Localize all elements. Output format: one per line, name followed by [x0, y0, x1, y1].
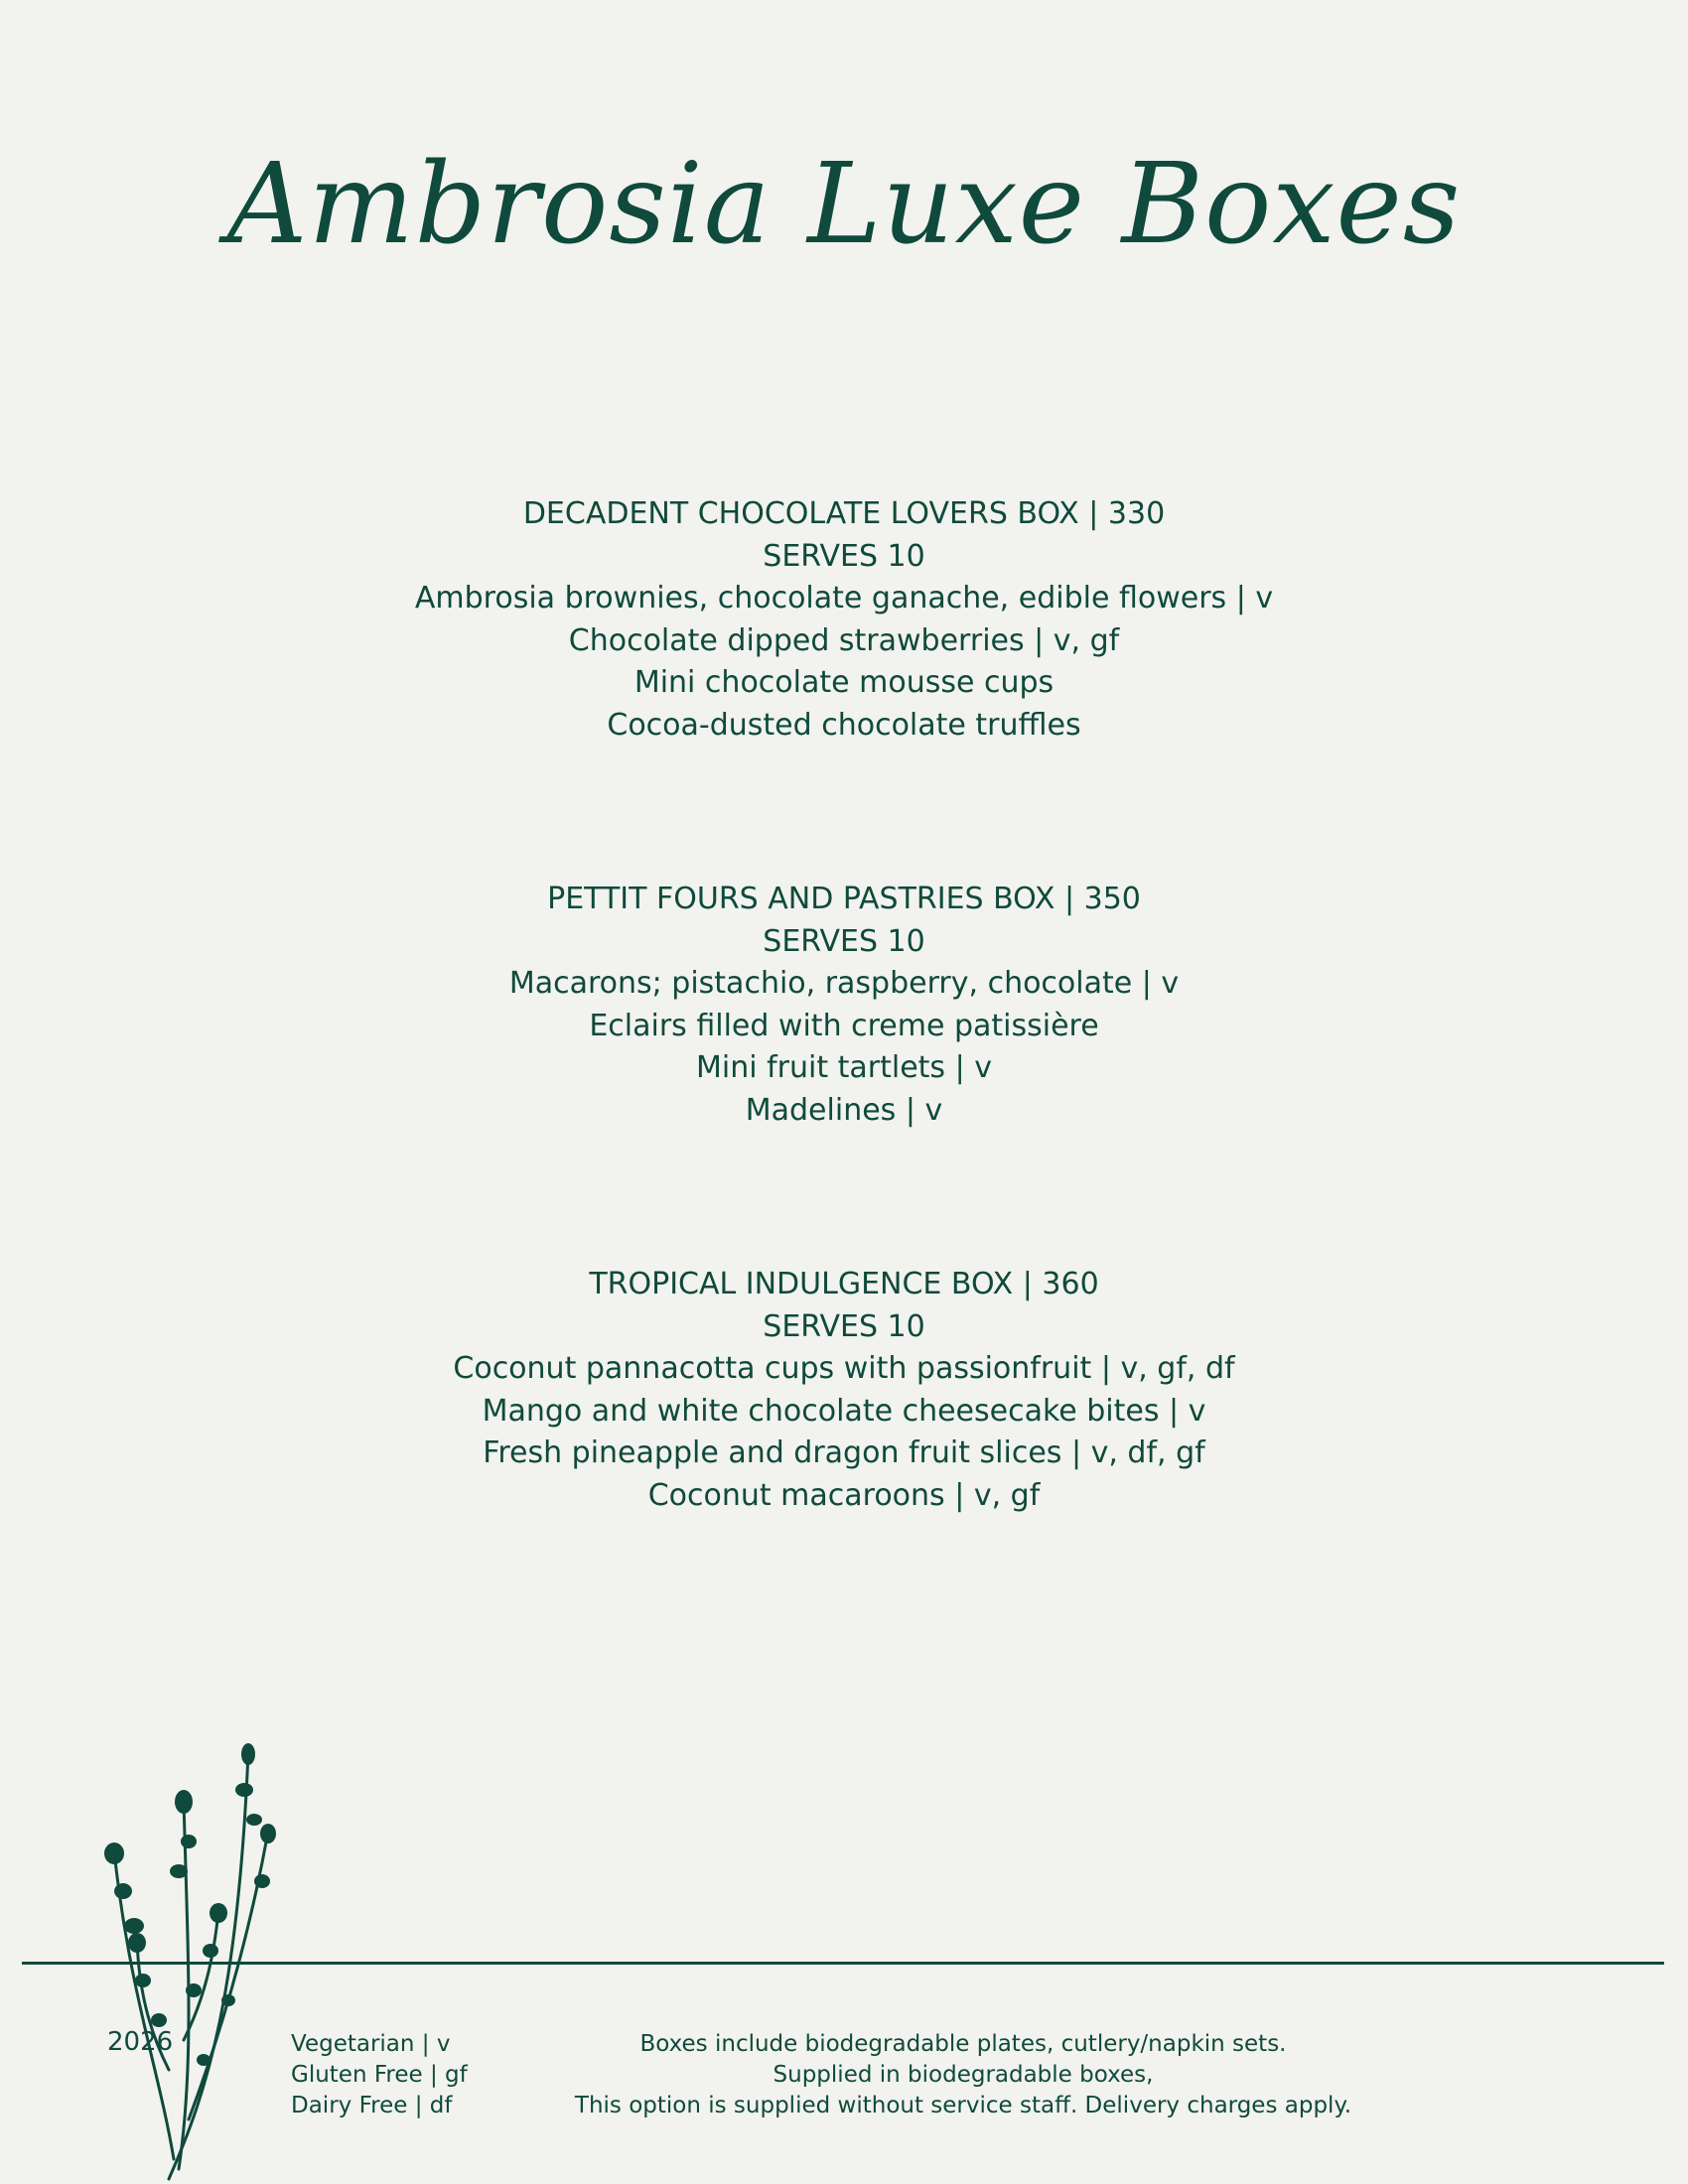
section-serves: SERVES 10 — [763, 538, 925, 574]
menu-item: Mango and white chocolate cheesecake bites | v — [482, 1393, 1206, 1429]
menu-section-pastries — [0, 879, 1688, 1132]
menu-item: Mini fruit tartlets | v — [695, 1050, 992, 1085]
section-serves: SERVES 10 — [763, 923, 925, 959]
note-line: Boxes include biodegradable plates, cutlery/napkin sets. — [639, 2031, 1287, 2057]
menu-item: Madelines | v — [745, 1092, 943, 1128]
footer-divider — [22, 1962, 1664, 1965]
menu-section-tropical — [0, 1264, 1688, 1517]
footer-notes — [536, 2029, 1390, 2121]
menu-item: Mini chocolate mousse cups — [633, 665, 1055, 700]
note-line: This option is supplied without service staff. Delivery charges apply. — [574, 2093, 1352, 2118]
menu-item: Eclairs filled with creme patissière — [589, 1008, 1099, 1043]
legend-item: Gluten Free | gf — [291, 2062, 468, 2088]
menu-item: Fresh pineapple and dragon fruit slices | v, df, gf — [483, 1435, 1205, 1470]
menu-item: Chocolate dipped strawberries | v, gf — [568, 622, 1120, 658]
page-title: Ambrosia Luxe Boxes — [226, 140, 1462, 269]
section-heading: PETTIT FOURS AND PASTRIES BOX | 350 — [547, 882, 1141, 916]
section-serves: SERVES 10 — [763, 1308, 925, 1344]
legend-item: Dairy Free | df — [291, 2093, 453, 2118]
menu-item: Macarons; pistachio, raspberry, chocolate | v — [508, 966, 1180, 1001]
footer-year: 2026 — [107, 2027, 174, 2057]
section-heading: DECADENT CHOCOLATE LOVERS BOX | 330 — [522, 496, 1166, 531]
menu-item: Ambrosia brownies, chocolate ganache, edible flowers | v — [414, 581, 1274, 615]
dietary-legend — [291, 2029, 468, 2121]
menu-item: Coconut macaroons | v, gf — [647, 1477, 1041, 1513]
menu-section-chocolate — [0, 493, 1688, 747]
menu-item: Coconut pannacotta cups with passionfruit | v, gf, df — [453, 1351, 1235, 1386]
note-line: Supplied in biodegradable boxes, — [773, 2062, 1154, 2088]
section-heading: TROPICAL INDULGENCE BOX | 360 — [589, 1267, 1099, 1301]
legend-item: Vegetarian | v — [291, 2031, 451, 2057]
menu-item: Cocoa-dusted chocolate truffles — [607, 707, 1081, 743]
